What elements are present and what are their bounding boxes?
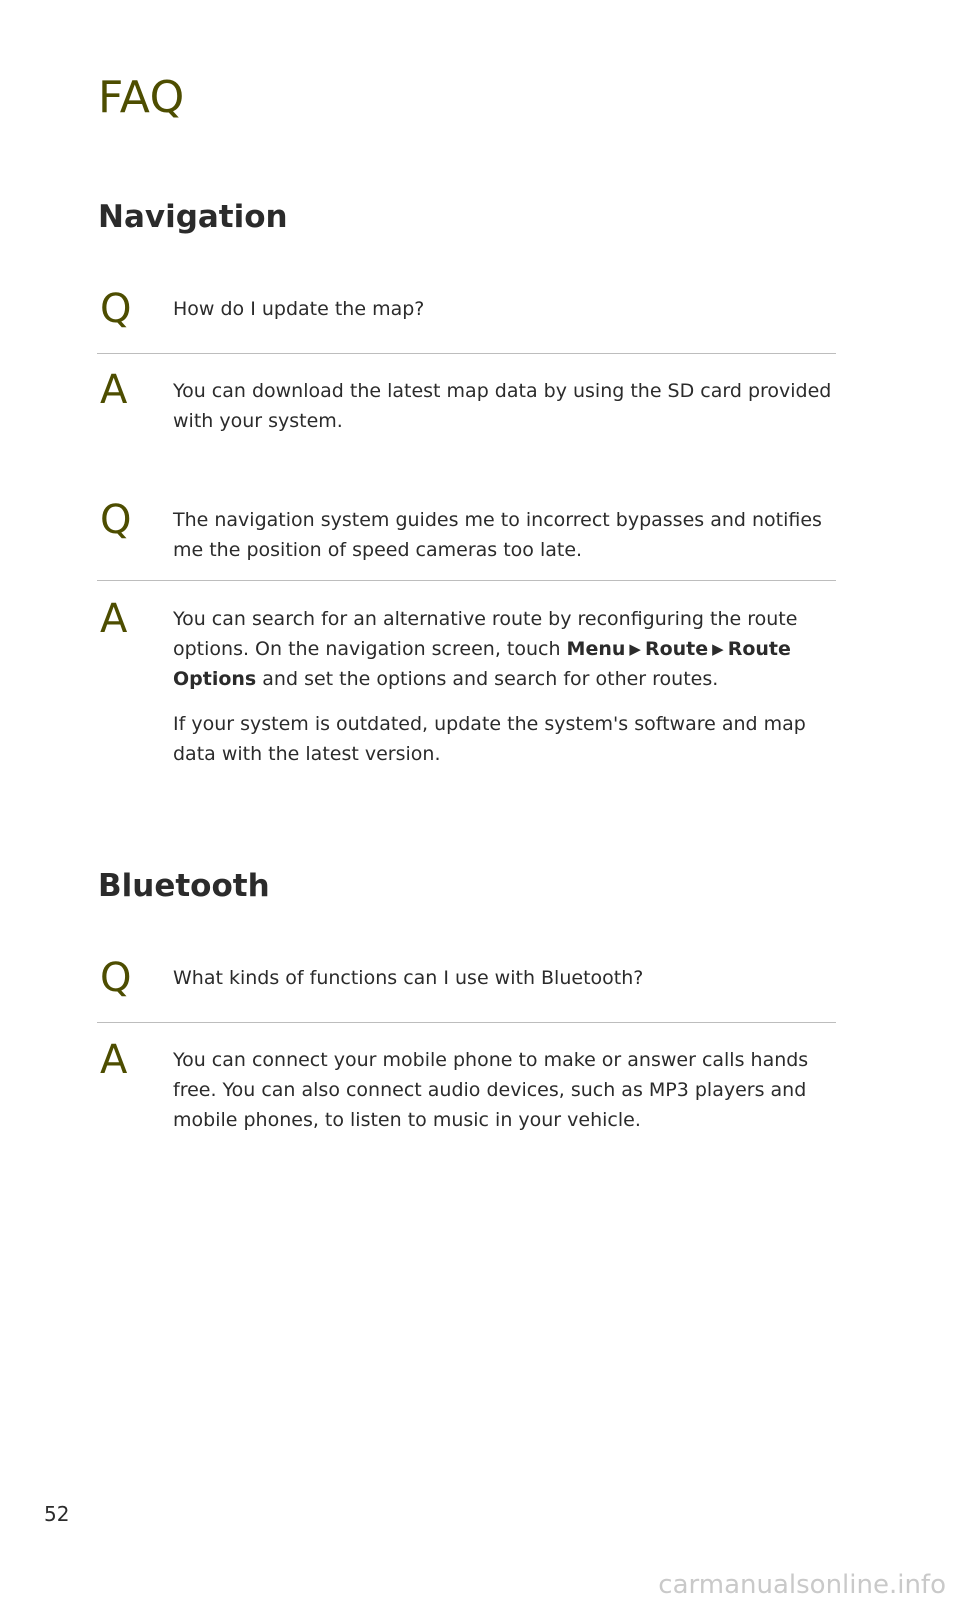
answer-text: You can connect your mobile phone to make or answer calls hands free. You can also connect audio devices, such as MP3 players and mobile phones, to listen to music in your vehicle. <box>173 1049 809 1131</box>
question-letter: Q <box>100 497 132 543</box>
question-letter: Q <box>100 286 132 332</box>
section-heading-navigation: Navigation <box>98 199 288 235</box>
route-options-term: Route Options <box>173 638 791 690</box>
divider <box>97 580 836 581</box>
question-text: How do I update the map? <box>173 298 425 320</box>
triangle-right-icon: ▶ <box>629 640 641 658</box>
question-letter: Q <box>100 955 132 1001</box>
question-text: The navigation system guides me to incorrect bypasses and notifies me the position of speed cameras too late. <box>173 509 822 561</box>
section-heading-bluetooth: Bluetooth <box>98 868 270 904</box>
divider <box>97 353 836 354</box>
page-title: FAQ <box>98 72 185 123</box>
answer-letter: A <box>100 596 128 642</box>
answer-text-outro: and set the options and search for other routes. <box>256 668 719 690</box>
menu-term: Menu <box>566 638 626 660</box>
route-term: Route <box>644 638 709 660</box>
triangle-right-icon: ▶ <box>712 640 724 658</box>
answer-text <box>173 604 833 769</box>
answer-text: You can download the latest map data by using the SD card provided with your system. <box>173 380 832 432</box>
divider <box>97 1022 836 1023</box>
question-text: What kinds of functions can I use with Bluetooth? <box>173 967 644 989</box>
answer-text-intro: You can search for an alternative route by reconfiguring the route options. On the navigation screen, touch <box>173 608 798 660</box>
watermark: carmanualsonline.info <box>658 1570 946 1600</box>
answer-text-second-paragraph: If your system is outdated, update the system's software and map data with the latest version. <box>173 713 806 765</box>
answer-letter: A <box>100 1037 128 1083</box>
page-number: 52 <box>44 1502 70 1526</box>
answer-letter: A <box>100 367 128 413</box>
